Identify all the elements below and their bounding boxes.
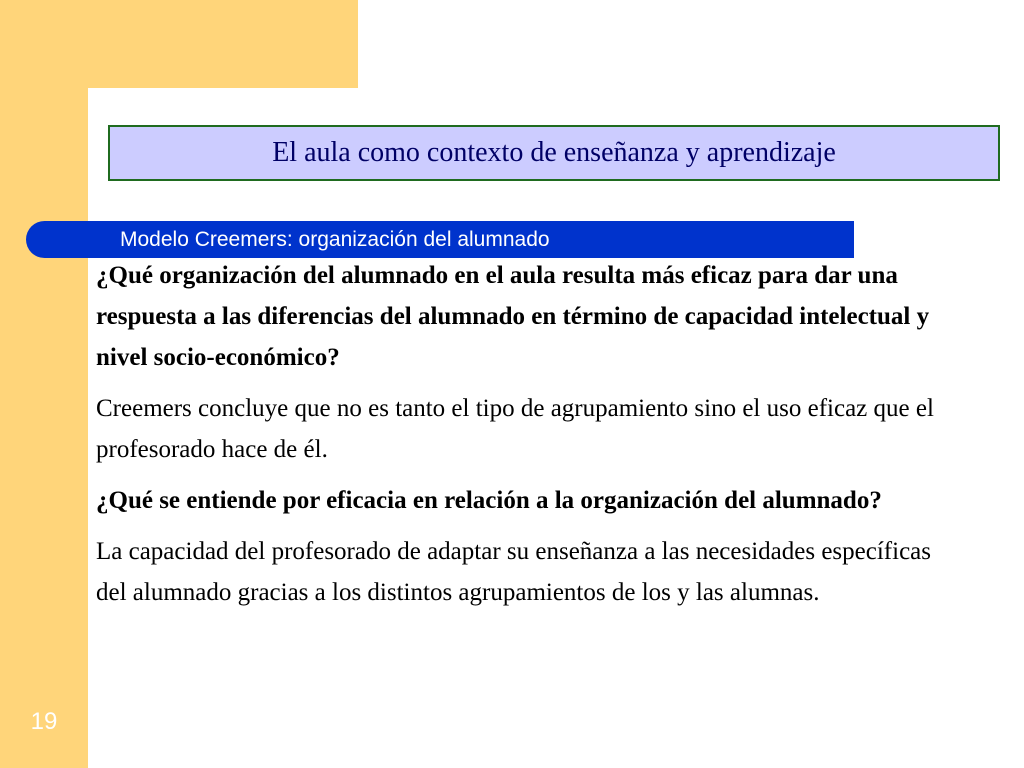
slide-title-box [108,125,1000,181]
answer-paragraph-2: La capacidad del profesorado de adaptar su enseñanza a las necesidades específicas del alumnado gracias a los distintos agrupamientos de los y las alumnas. [96,538,931,606]
slide-body [96,255,956,623]
left-accent-band [0,0,88,768]
subtitle-bar [26,221,854,258]
question-paragraph-1: ¿Qué organización del alumnado en el aula resulta más eficaz para dar una respuesta a las diferencias del alumnado en término de capacidad intelectual y nivel socio-económico? [96,262,930,371]
slide-title: El aula como contexto de enseñanza y aprendizaje [272,137,836,168]
slide-number: 19 [30,708,58,735]
answer-paragraph-1: Creemers concluye que no es tanto el tipo de agrupamiento sino el uso eficaz que el profesorado hace de él. [96,395,934,463]
question-paragraph-2: ¿Qué se entiende por eficacia en relación a la organización del alumnado? [96,487,882,514]
slide-subtitle: Modelo Creemers: organización del alumnado [120,227,550,251]
top-accent-band [0,0,358,88]
